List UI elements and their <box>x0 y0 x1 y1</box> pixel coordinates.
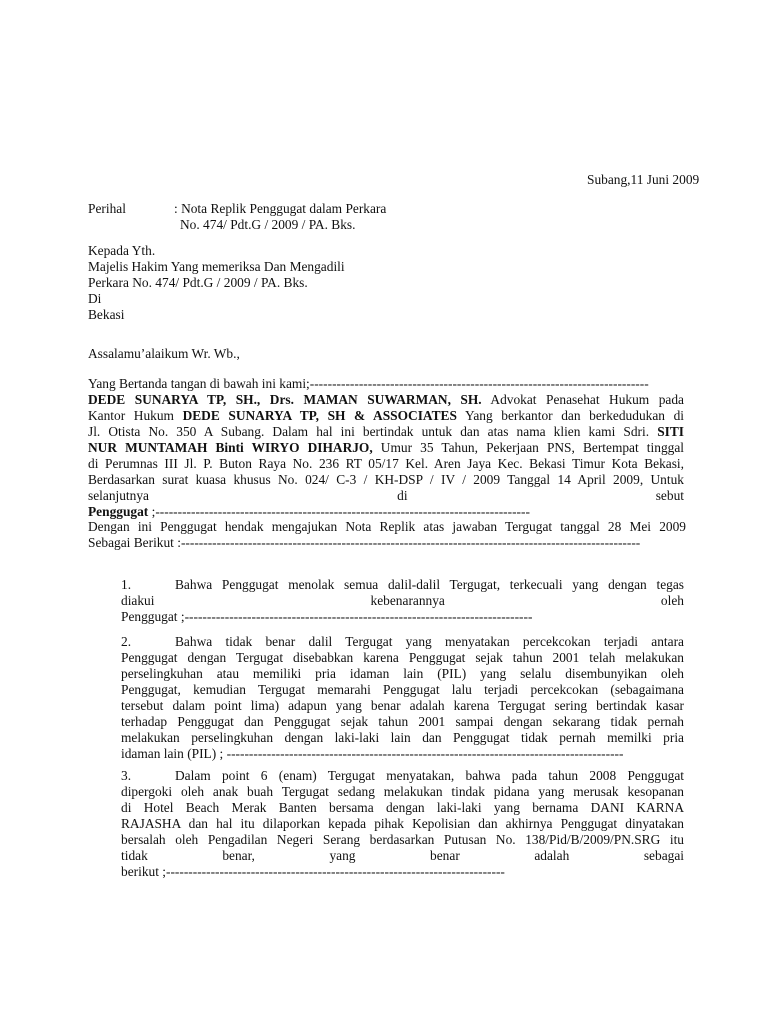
perihal-line-2: No. 474/ Pdt.G / 2009 / PA. Bks. <box>180 217 356 232</box>
intro-line-2: DEDE SUNARYA TP, SH., Drs. MAMAN SUWARMAN, SH. Advokat Penasehat Hukum pada <box>88 392 685 407</box>
point-1-line-1: 1. Bahwa Penggugat menolak semua dalil-dalil Tergugat, terkecuali yang dengan tegas <box>121 577 684 592</box>
intro-line-6: di Perumnas III Jl. P. Buton Raya No. 236 RT 05/17 Kel. Aren Jaya Kec. Bekasi Timur Kota Bekasi, <box>88 456 684 471</box>
intro-line-9: Penggugat ;------------------------------------------------------------------------------------ <box>88 504 530 519</box>
point-3-line-7: berikut ;---------------------------------------------------------------------------- <box>121 864 505 879</box>
place-date-text: Subang,11 Juni 2009 <box>587 172 700 187</box>
recipient-line-3: Perkara No. 474/ Pdt.G / 2009 / PA. Bks. <box>88 275 308 290</box>
point-1-line-3: Penggugat ;------------------------------------------------------------------------------ <box>121 609 533 624</box>
point-2-line-4: Penggugat, kemudian Tergugat memarahi Penggugat lalu terjadi percekcokan (sebagaimana <box>121 682 684 697</box>
point-3-number: 3. <box>121 768 132 783</box>
point-3-line-1: 3. Dalam point 6 (enam) Tergugat menyatakan, bahwa pada tahun 2008 Penggugat <box>121 768 684 783</box>
intro-line-7: Berdasarkan surat kuasa khusus No. 024/ C-3 / KH-DSP / IV / 2009 Tanggal 14 April 2009, Untuk <box>88 472 684 487</box>
recipient-line-1: Kepada Yth. <box>88 243 156 258</box>
recipient-line-4: Di <box>88 291 102 306</box>
client-name-part-2: NUR MUNTAMAH Binti WIRYO DIHARJO, <box>88 440 373 455</box>
point-3-line-5: bersalah oleh Pengadilan Negeri Serang berdasarkan Putusan No. 138/Pid/B/2009/PN.SRG itu <box>121 832 684 847</box>
point-2-line-1: 2. Bahwa tidak benar dalil Tergugat yang menyatakan percekcokan terjadi antara <box>121 634 684 649</box>
recipient-line-5: Bekasi <box>88 307 125 322</box>
statement-paragraph <box>88 519 686 551</box>
statement-line-1: Dengan ini Penggugat hendak mengajukan Nota Replik atas jawaban Tergugat tanggal 28 Mei 2009 <box>88 519 686 534</box>
point-3-line-6: tidak benar, yang benar adalah sebagai <box>121 848 684 863</box>
point-2-line-2: Penggugat dengan Tergugat disebabkan karena Penggugat sejak tahun 2001 telah melakukan <box>121 650 684 665</box>
point-1-number: 1. <box>121 577 132 592</box>
point-3-line-4: RAJASHA dan hal itu dilaporkan kepada pihak Kepolisian dan akhirnya Penggugat dinyatakan <box>121 816 684 831</box>
point-3-line-3: di Hotel Beach Merak Banten bersama dengan laki-laki yang bernama DANI KARNA <box>121 800 684 815</box>
intro-line-5: NUR MUNTAMAH Binti WIRYO DIHARJO, Umur 35 Tahun, Pekerjaan PNS, Bertempat tinggal <box>88 440 684 455</box>
place-date <box>587 172 699 188</box>
intro-line-8: selanjutnya di sebut <box>88 488 684 503</box>
point-2 <box>121 634 684 762</box>
statement-line-2: Sebagai Berikut :------------------------------------------------------------------------------------------------------- <box>88 535 641 550</box>
client-name-part-1: SITI <box>657 424 684 439</box>
point-3 <box>121 768 684 880</box>
greeting-text: Assalamu’alaikum Wr. Wb., <box>88 346 240 361</box>
intro-line-1: Yang Bertanda tangan di bawah ini kami;---------------------------------------------------------------------------- <box>88 376 649 391</box>
intro-line-4: Jl. Otista No. 350 A Subang. Dalam hal ini bertindak untuk dan atas nama klien kami Sdri. SITI <box>88 424 684 439</box>
greeting <box>88 346 240 362</box>
penggugat-label: Penggugat <box>88 504 149 519</box>
point-3-line-2: dipergoki oleh anak buah Tergugat sedang melakukan tindak pidana yang merusak kesopanan <box>121 784 684 799</box>
intro-paragraph <box>88 376 684 520</box>
point-1-line-2: diakui kebenarannya oleh <box>121 593 684 608</box>
advocate-names: DEDE SUNARYA TP, SH., Drs. MAMAN SUWARMAN, SH. <box>88 392 482 407</box>
point-2-line-7: melakukan perselingkuhan dengan laki-laki lain dan Penggugat tidak pernah memilki pria <box>121 730 684 745</box>
point-1 <box>121 577 684 625</box>
point-2-line-6: terhadap Penggugat dan Penggugat sejak tahun 2001 sampai dengan sekarang tidak pernah <box>121 714 684 729</box>
perihal-label: Perihal <box>88 201 126 216</box>
recipient-block <box>88 243 345 323</box>
recipient-line-2: Majelis Hakim Yang memeriksa Dan Mengadili <box>88 259 345 274</box>
perihal-block <box>88 201 488 235</box>
intro-line-3: Kantor Hukum DEDE SUNARYA TP, SH & ASSOCIATES Yang berkantor dan berkedudukan di <box>88 408 684 423</box>
perihal-line-1: : Nota Replik Penggugat dalam Perkara <box>174 201 387 216</box>
point-2-line-5: tersebut dalam point lima) adapun yang benar adalah karena Tergugat sering bertindak kasar <box>121 698 684 713</box>
point-2-line-8: idaman lain (PIL) ; ----------------------------------------------------------------------------------------- <box>121 746 624 761</box>
law-firm-name: DEDE SUNARYA TP, SH & ASSOCIATES <box>182 408 457 423</box>
point-2-line-3: perselingkuhan atau memiliki pria idaman lain (PIL) yang selalu disembunyikan oleh <box>121 666 684 681</box>
perihal-subject <box>174 201 386 233</box>
point-2-number: 2. <box>121 634 132 649</box>
